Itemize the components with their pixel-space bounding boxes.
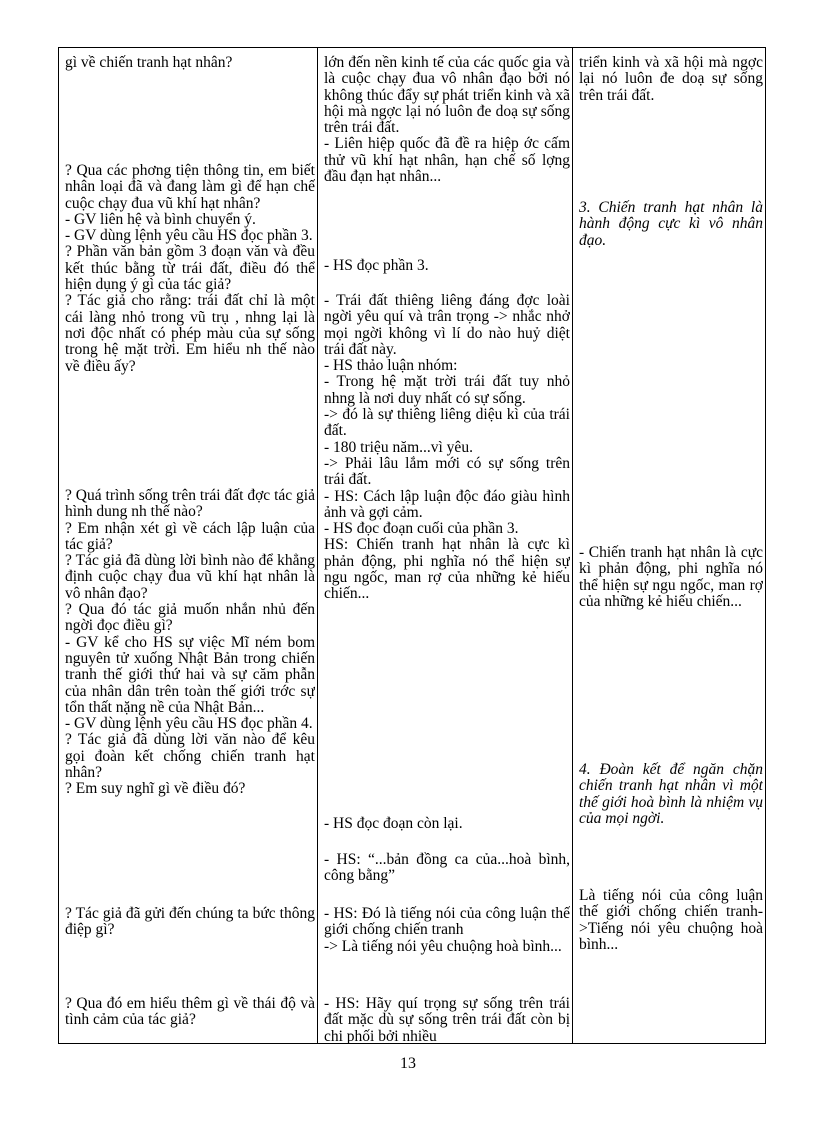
teacher-cell-3: ? Quá trình sống trên trái đất đợc tác giả hình dung nh thế nào? ? Em nhận xét gì về cách lập luận của tác giả? ? Tác giả đã dùng lời bình nào để khẳng định cuộc chạy đua vũ khí hạt nhân là vô nhân đạo? ? Qua đó tác giả muốn nhắn nhủ đến ngời đọc điều gì? - GV kể cho HS sự việc Mĩ ném bom nguyên tử xuống Nhật Bản trong chiến tranh thế giới thứ hai và sự căm phẫn của nhân dân trên toàn thế giới trớc sự tổn thất nặng nề của Nhật Bản... - GV dùng lệnh yêu cầu HS đọc phần 4. ? Tác giả đã dùng lời văn nào để kêu gọi đoàn kết chống chiến tranh hạt nhân? ? Em suy nghĩ gì về điều đó? [65, 487, 315, 798]
content-heading-3: 3. Chiến tranh hạt nhân là hành động cực kì vô nhân đạo. [579, 199, 763, 249]
teacher-activity-column [65, 50, 315, 1043]
student-cell-3: - Trái đất thiêng liêng đáng đợc loài ngời yêu quí và trân trọng -> nhắc nhở mọi ngời không vì lí do nào huỷ diệt trái đất này. - HS thảo luận nhóm: - Trong hệ mặt trời trái đất tuy nhỏ nhng là nơi duy nhất có sự sống. -> đó là sự thiêng liêng diệu kì của trái đất. - 180 triệu năm...vì yêu. -> Phải lâu lắm mới có sự sống trên trái đất. - HS: Cách lập luận độc đáo giàu hình ảnh và gợi cảm. - HS đọc đoạn cuối của phần 3. HS: Chiến tranh hạt nhân là cực kì phản động, phi nghĩa nó thể hiện sự ngu ngốc, man rợ của những kẻ hiếu chiến... [324, 292, 570, 603]
student-cell-1: lớn đến nền kinh tế của các quốc gia và là cuộc chạy đua vô nhân đạo bởi nó không thúc đẩy sự phát triển kinh và xã hội mà ngợc lại nó luôn đe doạ sự sống trên trái đất. - Liên hiệp quốc đã đề ra hiệp ớc cấm thử vũ khí hạt nhân, hạn chế số lợng đầu đạn hạt nhân... [324, 54, 570, 186]
student-cell-4: - HS đọc đoạn còn lại. [324, 815, 463, 832]
lesson-content-column [579, 50, 763, 1043]
column-divider [317, 48, 318, 1043]
teacher-cell-4: ? Tác giả đã gửi đến chúng ta bức thông điệp gì? [65, 905, 315, 939]
page-number: 13 [400, 1055, 416, 1072]
content-cell-2: - Chiến tranh hạt nhân là cực kì phản động, phi nghĩa nó thể hiện sự ngu ngốc, man rợ của những kẻ hiếu chiến... [579, 544, 763, 610]
column-divider [572, 48, 573, 1043]
student-cell-5: - HS: “...bản đồng ca của...hoà bình, công bằng” [324, 851, 570, 885]
student-cell-7: - HS: Hãy quí trọng sự sống trên trái đất mặc dù sự sống trên trái đất còn bị chi phối bởi nhiều [324, 995, 570, 1043]
student-cell-2: - HS đọc phần 3. [324, 257, 429, 274]
content-heading-4: 4. Đoàn kết để ngăn chặn chiến tranh hạt nhân vì một thế giới hoà bình là nhiệm vụ của mọi ngời. [579, 761, 763, 827]
lesson-table [58, 47, 766, 1044]
teacher-cell-2: ? Qua các phơng tiện thông tin, em biết nhân loại đã và đang làm gì để hạn chế cuộc chạy đua vũ khí hạt nhân? - GV liên hệ và bình chuyển ý. - GV dùng lệnh yêu cầu HS đọc phần 3. ? Phần văn bản gồm 3 đoạn văn và đều kết thúc bằng từ trái đất, điều đó thể hiện dụng ý gì của tác giả? ? Tác giả cho rằng: trái đất chỉ là một cái làng nhỏ trong vũ trụ , nhng lại là nơi độc nhất có phép màu của sự sống trong hệ mặt trời. Em hiểu nh thế nào về điều ấy? [65, 162, 315, 375]
student-activity-column [324, 50, 570, 1043]
teacher-cell-5: ? Qua đó em hiểu thêm gì về thái độ và tình cảm của tác giả? [65, 995, 315, 1029]
student-cell-6: - HS: Đó là tiếng nói của công luận thế giới chống chiến tranh -> Là tiếng nói yêu chuộng hoà bình... [324, 905, 570, 955]
teacher-cell-1: gì về chiến tranh hạt nhân? [65, 54, 233, 71]
content-cell-3: Là tiếng nói của công luận thế giới chống chiến tranh->Tiếng nói yêu chuộng hoà bình... [579, 887, 763, 953]
content-cell-1: triển kinh và xã hội mà ngợc lại nó luôn đe doạ sự sống trên trái đất. [579, 54, 763, 104]
